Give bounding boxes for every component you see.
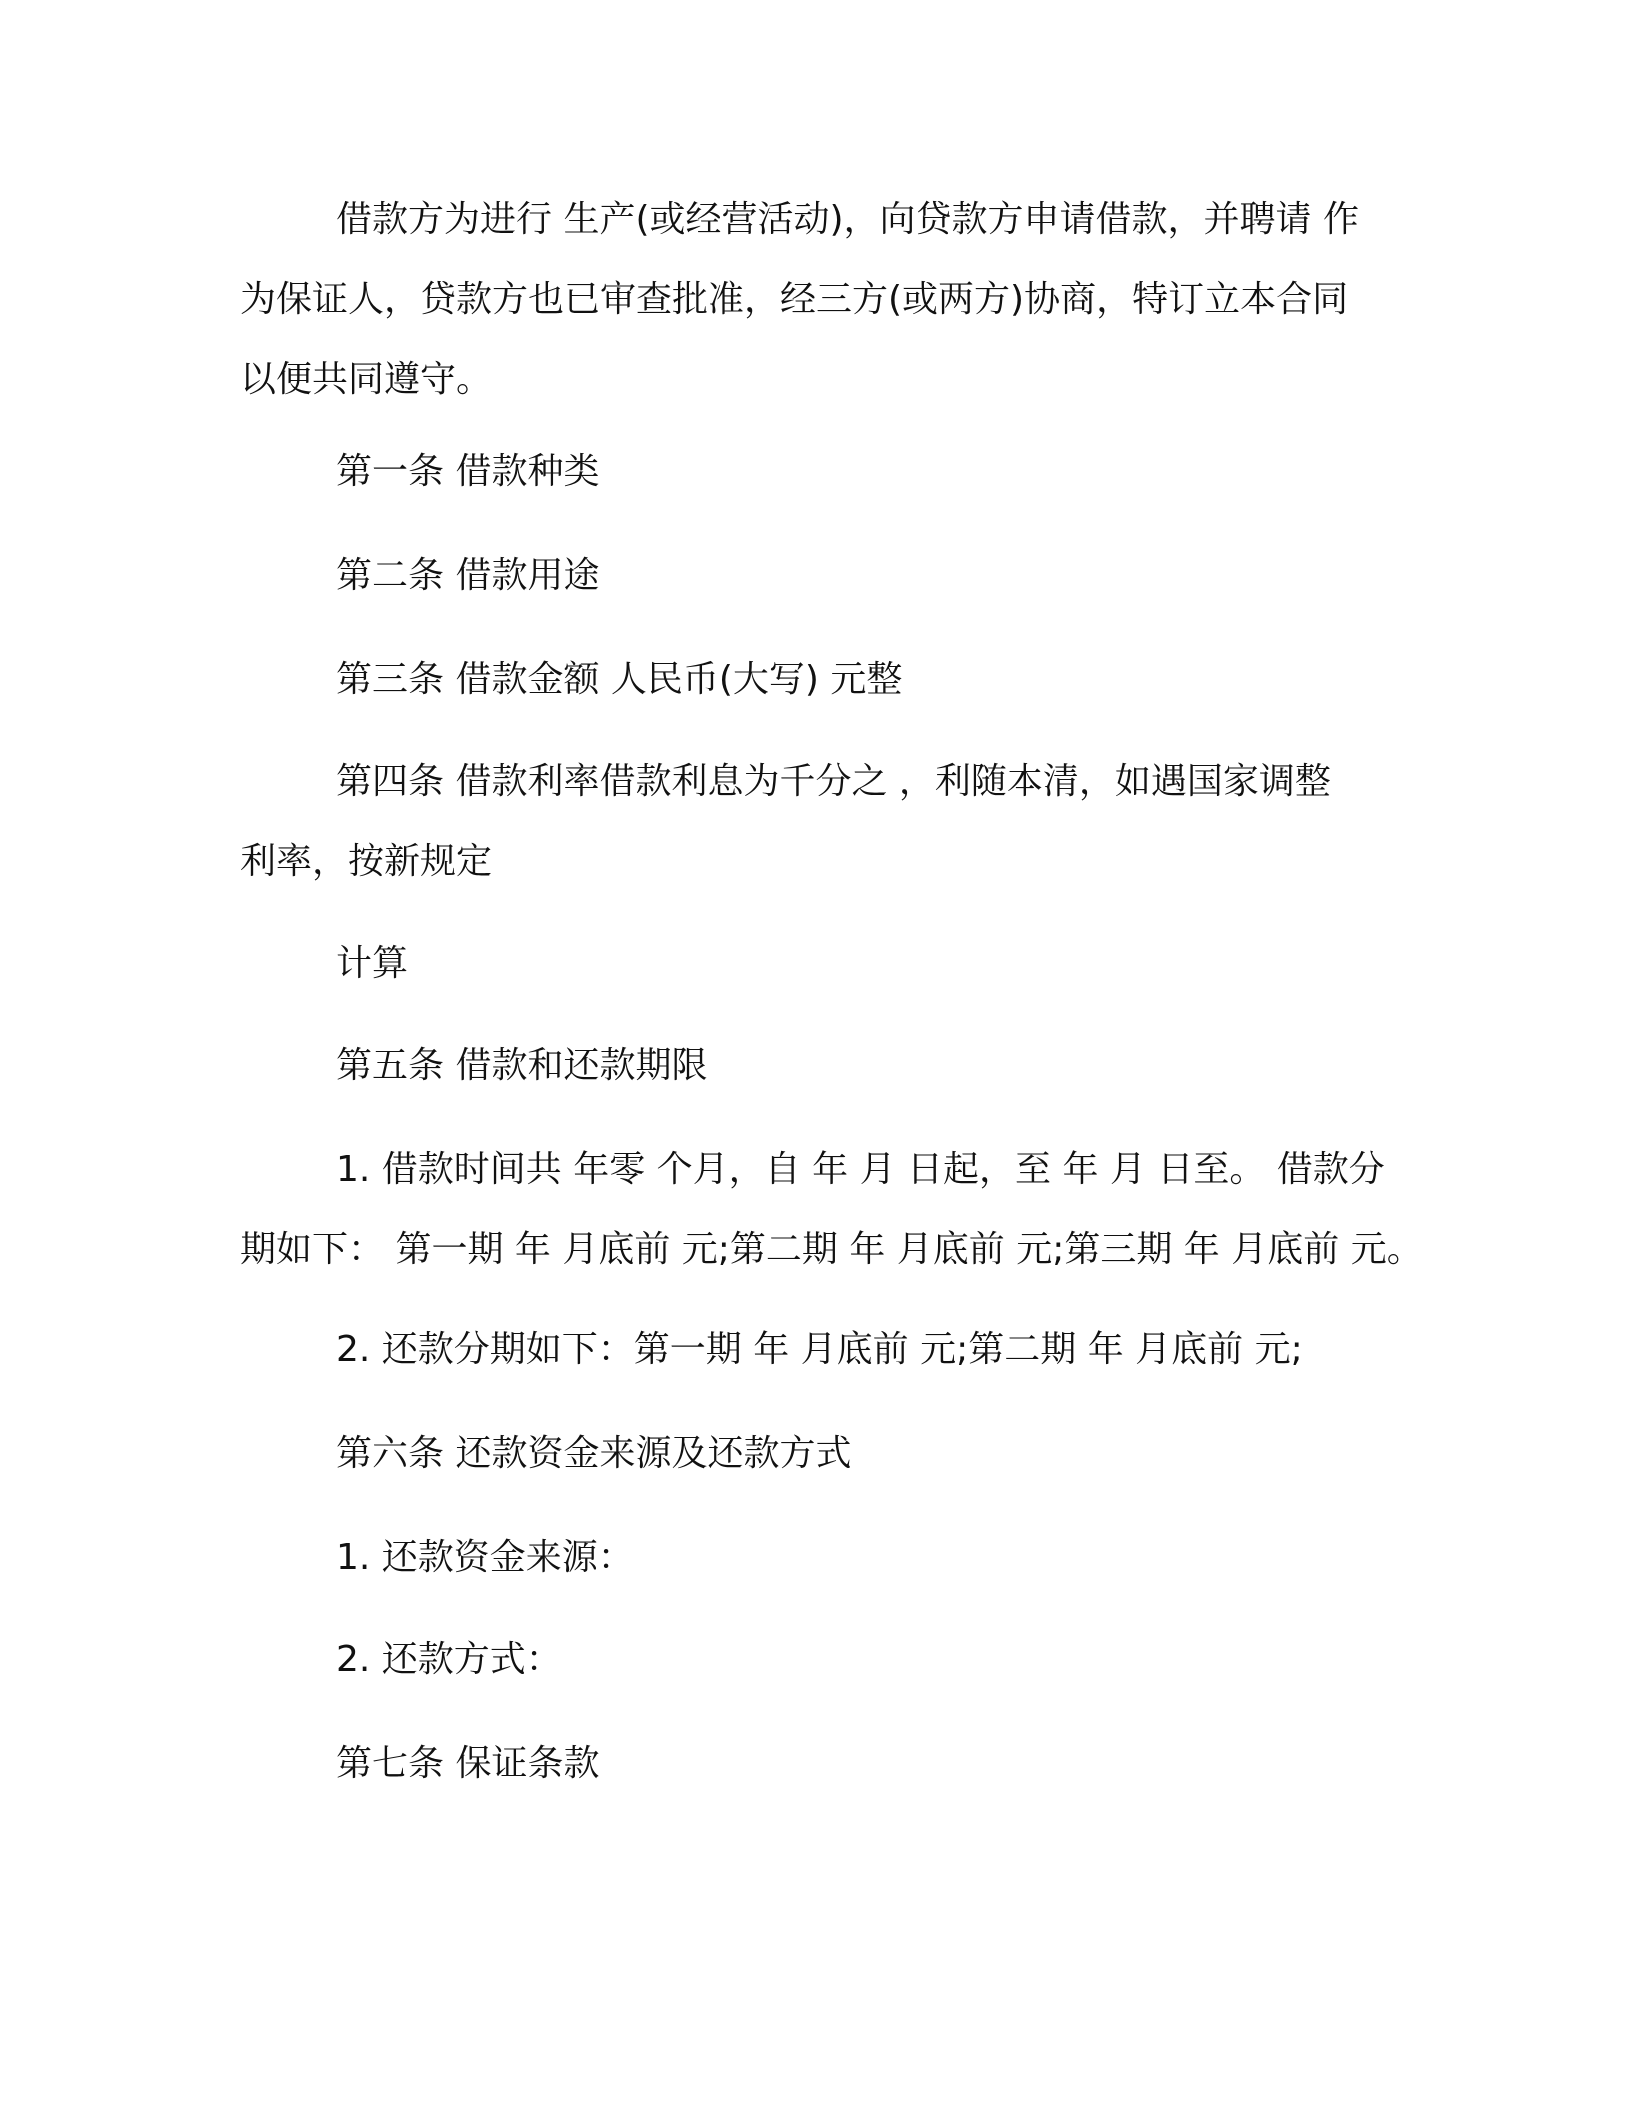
- paragraph-line: 1. 还款资金来源：: [336, 1537, 634, 1578]
- article-4-paragraph: [240, 742, 1420, 902]
- calculation-line: [240, 924, 1420, 1004]
- paragraph-line: 第七条 保证条款: [336, 1743, 600, 1784]
- repayment-schedule-line: [240, 1310, 1420, 1390]
- paragraph-line: 第四条 借款利率借款利息为千分之 ，利随本清，如遇国家调整: [336, 761, 1331, 802]
- paragraph-line: 1. 借款时间共 年零 个月，自 年 月 日起，至 年 月 日至。 借款分: [336, 1149, 1385, 1190]
- loan-term-paragraph: [240, 1130, 1423, 1290]
- paragraph-line: 2. 还款分期如下：第一期 年 月底前 元;第二期 年 月底前 元;: [336, 1329, 1303, 1370]
- paragraph-line: 为保证人，贷款方也已审查批准，经三方(或两方)协商，特订立本合同: [240, 279, 1349, 320]
- repayment-method-line: [240, 1620, 1420, 1700]
- paragraph-line: 第六条 还款资金来源及还款方式: [336, 1433, 852, 1474]
- paragraph-line: 利率，按新规定: [240, 841, 493, 882]
- paragraph-line: 以便共同遵守。: [240, 359, 493, 400]
- article-2-heading: [240, 536, 1420, 616]
- repayment-source-line: [240, 1518, 1420, 1598]
- article-6-heading: [240, 1414, 1420, 1494]
- paragraph-line: 计算: [336, 943, 409, 984]
- paragraph-line: 期如下： 第一期 年 月底前 元;第二期 年 月底前 元;第三期 年 月底前 元。: [240, 1229, 1423, 1270]
- article-7-heading: [240, 1724, 1420, 1804]
- paragraph-line: 第一条 借款种类: [336, 451, 600, 492]
- paragraph-line: 2. 还款方式：: [336, 1639, 562, 1680]
- paragraph-line: 第二条 借款用途: [336, 555, 600, 596]
- article-1-heading: [240, 432, 1420, 512]
- paragraph-line: 借款方为进行 生产(或经营活动)，向贷款方申请借款，并聘请 作: [336, 199, 1359, 240]
- article-5-heading: [240, 1026, 1420, 1106]
- article-3-heading: [240, 640, 1420, 720]
- paragraph-line: 第三条 借款金额 人民币(大写) 元整: [336, 659, 903, 700]
- paragraph-line: 第五条 借款和还款期限: [336, 1045, 708, 1086]
- paragraph-preamble: [240, 180, 1420, 420]
